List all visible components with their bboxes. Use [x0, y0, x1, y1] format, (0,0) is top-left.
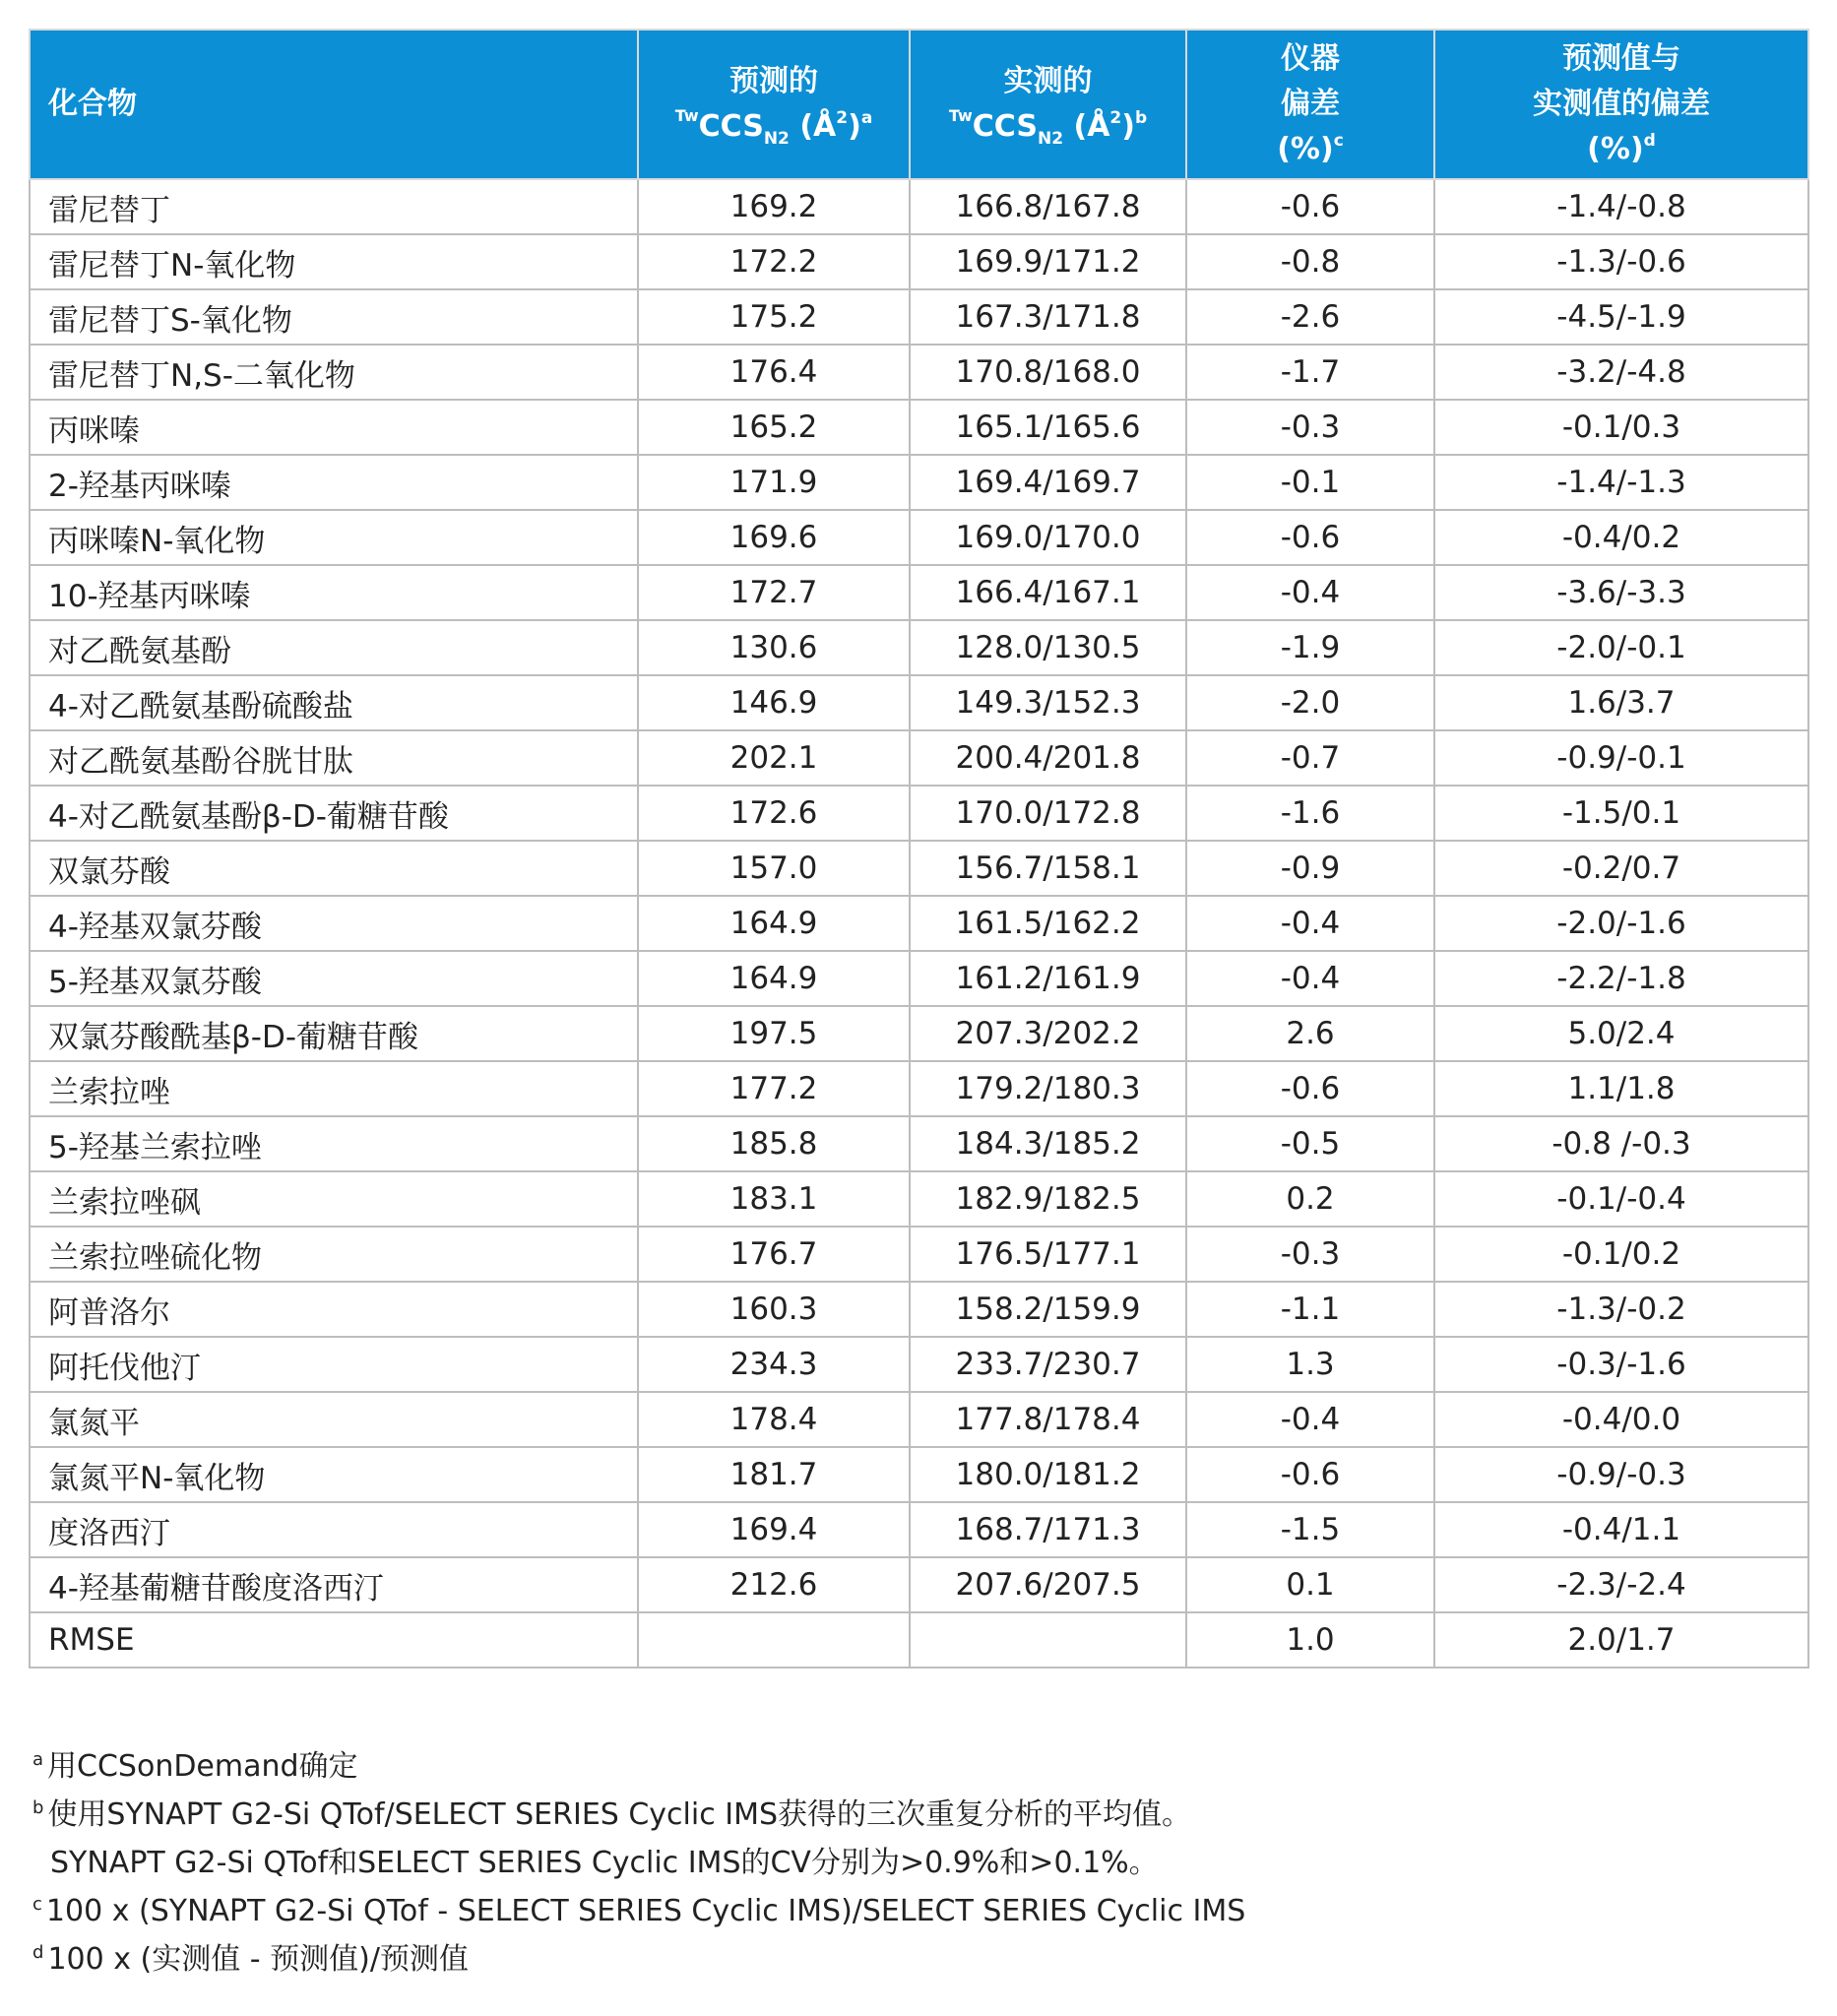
- cell-measured: 168.7/171.3: [910, 1502, 1186, 1557]
- cell-compound: 氯氮平N-氧化物: [30, 1447, 638, 1502]
- cell-measured: 177.8/178.4: [910, 1392, 1186, 1447]
- cell-predicted: 172.6: [638, 786, 910, 841]
- cell-compound: 氯氮平: [30, 1392, 638, 1447]
- cell-instrument: -1.1: [1186, 1282, 1434, 1337]
- table-row: [30, 1337, 1808, 1392]
- cell-deviation: -0.3/-1.6: [1434, 1337, 1808, 1392]
- cell-instrument: 0.2: [1186, 1171, 1434, 1227]
- cell-predicted: 202.1: [638, 730, 910, 786]
- cell-deviation: -0.4/0.0: [1434, 1392, 1808, 1447]
- cell-predicted: 169.2: [638, 179, 910, 234]
- cell-compound: 双氯芬酸酰基β-D-葡糖苷酸: [30, 1006, 638, 1061]
- cell-compound: 雷尼替丁: [30, 179, 638, 234]
- table-row: [30, 675, 1808, 730]
- table-body: [30, 179, 1808, 1668]
- cell-compound: 对乙酰氨基酚谷胱甘肽: [30, 730, 638, 786]
- cell-deviation: -1.5/0.1: [1434, 786, 1808, 841]
- cell-compound: 兰索拉唑: [30, 1061, 638, 1116]
- cell-deviation: -1.3/-0.2: [1434, 1282, 1808, 1337]
- cell-predicted: 176.7: [638, 1227, 910, 1282]
- footnote-ref-d: d: [1643, 131, 1656, 151]
- table-row: [30, 1502, 1808, 1557]
- cell-predicted: 169.6: [638, 510, 910, 565]
- cell-compound: 4-羟基双氯芬酸: [30, 896, 638, 951]
- table-row: [30, 565, 1808, 620]
- cell-instrument: -0.9: [1186, 841, 1434, 896]
- cell-instrument: -2.6: [1186, 289, 1434, 345]
- cell-deviation: -4.5/-1.9: [1434, 289, 1808, 345]
- cell-measured: 156.7/158.1: [910, 841, 1186, 896]
- cell-compound: 10-羟基丙咪嗪: [30, 565, 638, 620]
- table-row: [30, 1392, 1808, 1447]
- cell-measured: 180.0/181.2: [910, 1447, 1186, 1502]
- cell-compound: 5-羟基双氯芬酸: [30, 951, 638, 1006]
- cell-deviation: -2.2/-1.8: [1434, 951, 1808, 1006]
- header-predicted-vs-measured: 预测值与 实测值的偏差 (%)$^d$: [1434, 30, 1808, 179]
- cell-compound: 雷尼替丁N,S-二氧化物: [30, 345, 638, 400]
- footnote-ref-b: b: [1134, 108, 1148, 128]
- cell-measured: 165.1/165.6: [910, 400, 1186, 455]
- cell-compound: 对乙酰氨基酚: [30, 620, 638, 675]
- footnote: [32, 1791, 1795, 1839]
- cell-measured: 170.8/168.0: [910, 345, 1186, 400]
- cell-instrument: -1.6: [1186, 786, 1434, 841]
- cell-measured: 207.3/202.2: [910, 1006, 1186, 1061]
- cell-deviation: 1.6/3.7: [1434, 675, 1808, 730]
- cell-deviation: -2.0/-0.1: [1434, 620, 1808, 675]
- table-row: [30, 345, 1808, 400]
- cell-deviation: -0.8 /-0.3: [1434, 1116, 1808, 1171]
- cell-predicted: 234.3: [638, 1337, 910, 1392]
- table-row: [30, 1612, 1808, 1668]
- cell-predicted: 181.7: [638, 1447, 910, 1502]
- cell-instrument: -0.8: [1186, 234, 1434, 289]
- header-compound: 化合物: [30, 30, 638, 179]
- cell-compound: 阿托伐他汀: [30, 1337, 638, 1392]
- cell-measured: 184.3/185.2: [910, 1116, 1186, 1171]
- table-row: [30, 1227, 1808, 1282]
- cell-measured: 169.9/171.2: [910, 234, 1186, 289]
- cell-deviation: -0.9/-0.3: [1434, 1447, 1808, 1502]
- table-row: [30, 620, 1808, 675]
- cell-compound: RMSE: [30, 1612, 638, 1668]
- cell-predicted: 178.4: [638, 1392, 910, 1447]
- cell-compound: 2-羟基丙咪嗪: [30, 455, 638, 510]
- table-row: [30, 1116, 1808, 1171]
- footnote-text: 使用SYNAPT G2-Si QTof/SELECT SERIES Cyclic IMS获得的三次重复分析的平均值。: [47, 1797, 1192, 1832]
- table-row: [30, 1061, 1808, 1116]
- cell-deviation: 1.1/1.8: [1434, 1061, 1808, 1116]
- table-row: [30, 786, 1808, 841]
- cell-instrument: -0.4: [1186, 896, 1434, 951]
- cell-predicted: 176.4: [638, 345, 910, 400]
- cell-deviation: 5.0/2.4: [1434, 1006, 1808, 1061]
- footnote-mark: b: [32, 1797, 44, 1818]
- footnote-text: 用CCSonDemand确定: [47, 1749, 358, 1784]
- cell-compound: 雷尼替丁N-氧化物: [30, 234, 638, 289]
- cell-instrument: -0.5: [1186, 1116, 1434, 1171]
- cell-deviation: -1.4/-1.3: [1434, 455, 1808, 510]
- cell-instrument: -0.4: [1186, 565, 1434, 620]
- cell-instrument: 1.0: [1186, 1612, 1434, 1668]
- cell-predicted: 175.2: [638, 289, 910, 345]
- cell-compound: 5-羟基兰索拉唑: [30, 1116, 638, 1171]
- cell-predicted: 212.6: [638, 1557, 910, 1612]
- cell-measured: 182.9/182.5: [910, 1171, 1186, 1227]
- table-row: [30, 289, 1808, 345]
- cell-instrument: -0.1: [1186, 455, 1434, 510]
- cell-instrument: -0.6: [1186, 1061, 1434, 1116]
- table-row: [30, 1006, 1808, 1061]
- cell-instrument: -1.7: [1186, 345, 1434, 400]
- cell-predicted: 157.0: [638, 841, 910, 896]
- header-instrument-deviation: 仪器 偏差 (%)$^c$: [1186, 30, 1434, 179]
- cell-compound: 雷尼替丁S-氧化物: [30, 289, 638, 345]
- cell-deviation: -3.2/-4.8: [1434, 345, 1808, 400]
- cell-instrument: -1.5: [1186, 1502, 1434, 1557]
- cell-deviation: -0.4/0.2: [1434, 510, 1808, 565]
- cell-measured: 169.0/170.0: [910, 510, 1186, 565]
- cell-deviation: -0.9/-0.1: [1434, 730, 1808, 786]
- table-row: [30, 951, 1808, 1006]
- table-row: [30, 1557, 1808, 1612]
- cell-instrument: -2.0: [1186, 675, 1434, 730]
- table-row: [30, 400, 1808, 455]
- cell-predicted: 172.7: [638, 565, 910, 620]
- cell-deviation: -2.0/-1.6: [1434, 896, 1808, 951]
- cell-deviation: -1.3/-0.6: [1434, 234, 1808, 289]
- cell-predicted: 197.5: [638, 1006, 910, 1061]
- cell-instrument: -1.9: [1186, 620, 1434, 675]
- cell-predicted: 172.2: [638, 234, 910, 289]
- cell-measured: [910, 1612, 1186, 1668]
- cell-compound: 度洛西汀: [30, 1502, 638, 1557]
- footnote-text: SYNAPT G2-Si QTof和SELECT SERIES Cyclic IMS的CV分别为>0.9%和>0.1%。: [50, 1846, 1159, 1880]
- cell-instrument: -0.6: [1186, 1447, 1434, 1502]
- cell-measured: 161.5/162.2: [910, 896, 1186, 951]
- cell-compound: 4-对乙酰氨基酚β-D-葡糖苷酸: [30, 786, 638, 841]
- footnote-text: 100 x (SYNAPT G2-Si QTof - SELECT SERIES Cyclic IMS)/SELECT SERIES Cyclic IMS: [45, 1894, 1246, 1928]
- ccs-comparison-table: [29, 29, 1809, 1669]
- cell-predicted: 177.2: [638, 1061, 910, 1116]
- table-row: [30, 455, 1808, 510]
- cell-instrument: -0.4: [1186, 1392, 1434, 1447]
- table-row: [30, 234, 1808, 289]
- cell-measured: 128.0/130.5: [910, 620, 1186, 675]
- table-header: [30, 30, 1808, 179]
- footnote: [32, 1839, 1795, 1887]
- cell-measured: 161.2/161.9: [910, 951, 1186, 1006]
- cell-measured: 207.6/207.5: [910, 1557, 1186, 1612]
- cell-predicted: 146.9: [638, 675, 910, 730]
- cell-measured: 166.4/167.1: [910, 565, 1186, 620]
- table-row: [30, 1282, 1808, 1337]
- cell-deviation: -2.3/-2.4: [1434, 1557, 1808, 1612]
- cell-deviation: -0.1/0.3: [1434, 400, 1808, 455]
- cell-instrument: -0.6: [1186, 510, 1434, 565]
- footnote-ref-a: a: [860, 108, 873, 128]
- cell-measured: 233.7/230.7: [910, 1337, 1186, 1392]
- cell-deviation: -1.4/-0.8: [1434, 179, 1808, 234]
- cell-predicted: [638, 1612, 910, 1668]
- cell-compound: 双氯芬酸: [30, 841, 638, 896]
- footnote-mark: c: [32, 1894, 42, 1915]
- cell-compound: 丙咪嗪: [30, 400, 638, 455]
- footnote-ref-c: c: [1333, 131, 1344, 151]
- cell-instrument: 2.6: [1186, 1006, 1434, 1061]
- table-row: [30, 510, 1808, 565]
- cell-instrument: 0.1: [1186, 1557, 1434, 1612]
- table-row: [30, 179, 1808, 234]
- cell-instrument: -0.3: [1186, 400, 1434, 455]
- footnote-mark: d: [32, 1942, 44, 1963]
- cell-measured: 158.2/159.9: [910, 1282, 1186, 1337]
- cell-predicted: 160.3: [638, 1282, 910, 1337]
- cell-measured: 169.4/169.7: [910, 455, 1186, 510]
- header-predicted-ccs: 预测的 $^{Tw}CCS_{N2}$ $(Å^2)^a$: [638, 30, 910, 179]
- cell-compound: 兰索拉唑砜: [30, 1171, 638, 1227]
- footnotes: [32, 1742, 1795, 1984]
- cell-deviation: -0.1/0.2: [1434, 1227, 1808, 1282]
- cell-deviation: 2.0/1.7: [1434, 1612, 1808, 1668]
- cell-predicted: 165.2: [638, 400, 910, 455]
- cell-measured: 166.8/167.8: [910, 179, 1186, 234]
- footnote-text: 100 x (实测值 - 预测值)/预测值: [47, 1942, 469, 1977]
- footnote: [32, 1935, 1795, 1984]
- cell-measured: 149.3/152.3: [910, 675, 1186, 730]
- cell-instrument: -0.4: [1186, 951, 1434, 1006]
- cell-compound: 4-对乙酰氨基酚硫酸盐: [30, 675, 638, 730]
- footnote-mark: a: [32, 1749, 44, 1770]
- table-row: [30, 1447, 1808, 1502]
- footnote: [32, 1742, 1795, 1791]
- header-measured-ccs: 实测的 $^{Tw}CCS_{N2}$ $(Å^2)^b$: [910, 30, 1186, 179]
- cell-compound: 丙咪嗪N-氧化物: [30, 510, 638, 565]
- cell-predicted: 169.4: [638, 1502, 910, 1557]
- cell-deviation: -0.1/-0.4: [1434, 1171, 1808, 1227]
- cell-deviation: -0.4/1.1: [1434, 1502, 1808, 1557]
- cell-deviation: -0.2/0.7: [1434, 841, 1808, 896]
- cell-instrument: -0.3: [1186, 1227, 1434, 1282]
- cell-instrument: -0.6: [1186, 179, 1434, 234]
- cell-compound: 4-羟基葡糖苷酸度洛西汀: [30, 1557, 638, 1612]
- cell-measured: 200.4/201.8: [910, 730, 1186, 786]
- cell-predicted: 185.8: [638, 1116, 910, 1171]
- cell-predicted: 164.9: [638, 896, 910, 951]
- cell-predicted: 183.1: [638, 1171, 910, 1227]
- cell-instrument: 1.3: [1186, 1337, 1434, 1392]
- cell-measured: 167.3/171.8: [910, 289, 1186, 345]
- cell-deviation: -3.6/-3.3: [1434, 565, 1808, 620]
- cell-predicted: 171.9: [638, 455, 910, 510]
- header-row: [30, 30, 1808, 179]
- cell-measured: 179.2/180.3: [910, 1061, 1186, 1116]
- cell-predicted: 130.6: [638, 620, 910, 675]
- table-row: [30, 896, 1808, 951]
- table-row: [30, 841, 1808, 896]
- table-row: [30, 730, 1808, 786]
- cell-measured: 176.5/177.1: [910, 1227, 1186, 1282]
- cell-measured: 170.0/172.8: [910, 786, 1186, 841]
- cell-predicted: 164.9: [638, 951, 910, 1006]
- cell-compound: 阿普洛尔: [30, 1282, 638, 1337]
- footnote: [32, 1887, 1795, 1935]
- table-row: [30, 1171, 1808, 1227]
- cell-instrument: -0.7: [1186, 730, 1434, 786]
- cell-compound: 兰索拉唑硫化物: [30, 1227, 638, 1282]
